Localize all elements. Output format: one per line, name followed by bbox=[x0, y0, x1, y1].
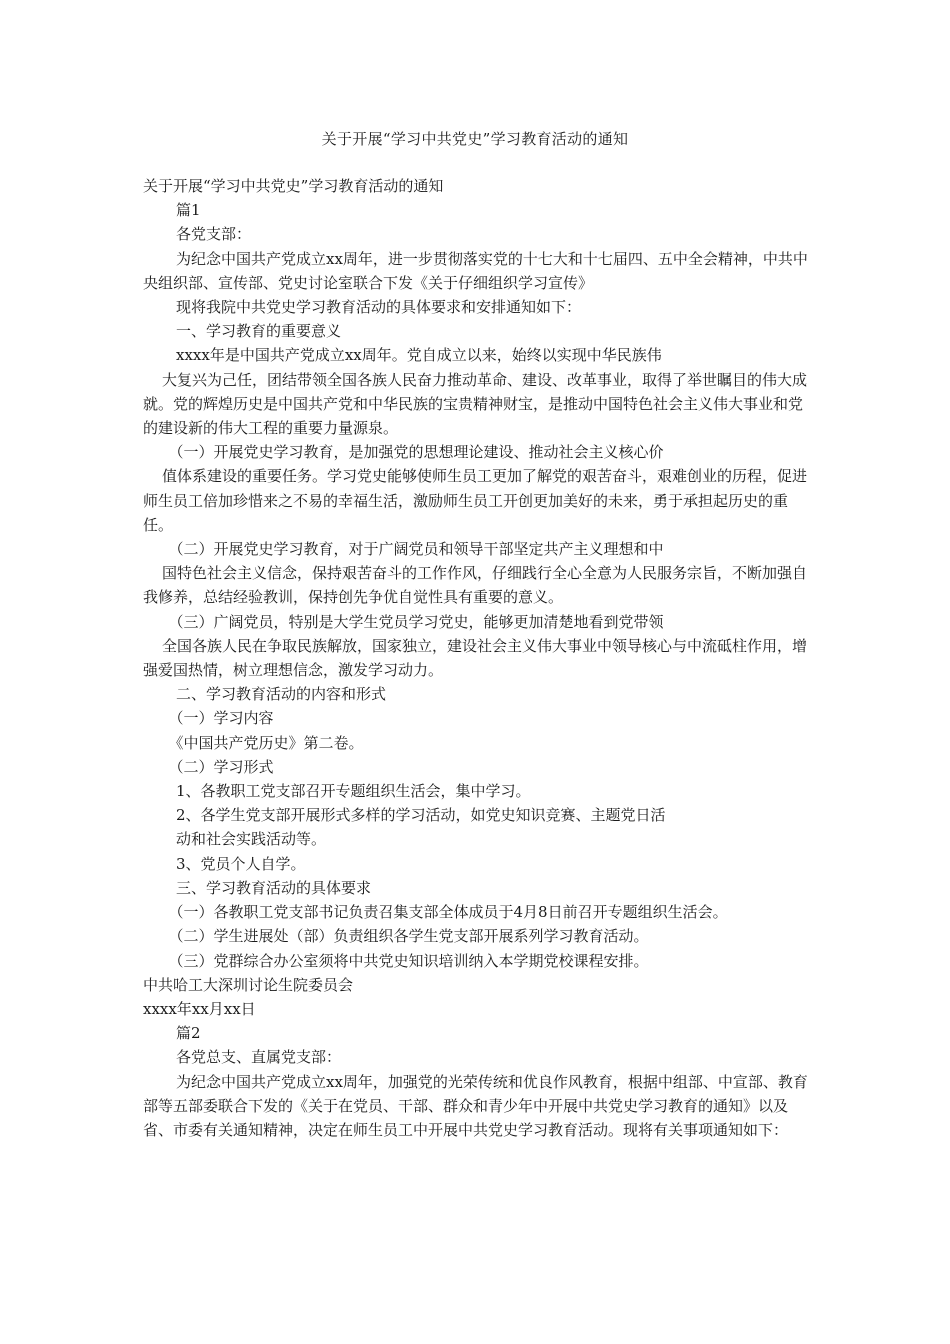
paragraph: （三）党群综合办公室须将中共党史知识培训纳入本学期党校课程安排。 bbox=[161, 951, 649, 970]
paragraph: 一、学习教育的重要意义 bbox=[161, 322, 342, 341]
paragraph: 各党支部： bbox=[161, 225, 252, 244]
paragraph: 为纪念中国共产党成立xx周年，加强党的光荣传统和优良作风教育，根据中组部、中宣部、教育部等五部委联合下发的《关于在党员、干部、群众和青少年中开展中共党史学习教育的通知》以及省、市委有关通知精神，决定在师生员工中开展中共党史学习教育活动。现将有关事项通知如下： bbox=[143, 1072, 808, 1139]
paragraph: 1、各教职工党支部召开专题组织生活会，集中学习。 bbox=[161, 782, 531, 801]
paragraph: （三）广阔党员，特别是大学生党员学习党史，能够更加清楚地看到党带领 bbox=[161, 612, 664, 631]
document-body bbox=[143, 174, 813, 1142]
paragraph: （二）学习形式 bbox=[161, 757, 274, 776]
paragraph: 现将我院中共党史学习教育活动的具体要求和安排通知如下： bbox=[161, 298, 582, 317]
paragraph: 三、学习教育活动的具体要求 bbox=[161, 878, 372, 897]
paragraph: （二）开展党史学习教育，对于广阔党员和领导干部坚定共产主义理想和中 bbox=[161, 540, 664, 559]
paragraph: 值体系建设的重要任务。学习党史能够使师生员工更加了解党的艰苦奋斗，艰难创业的历程，促进师生员工倍加珍惜来之不易的幸福生活，激励师生员工开创更加美好的未来，勇于承担起历史的重任。 bbox=[143, 467, 808, 534]
paragraph: 动和社会实践活动等。 bbox=[161, 830, 327, 849]
paragraph: 关于开展“学习中共党史”学习教育活动的通知 bbox=[143, 177, 444, 195]
paragraph: 大复兴为己任，团结带领全国各族人民奋力推动革命、建设、改革事业，取得了举世瞩目的伟大成就。党的辉煌历史是中国共产党和中华民族的宝贵精神财宝，是推动中国特色社会主义伟大事业和党的建设新的伟大工程的重要力量源泉。 bbox=[143, 370, 808, 438]
paragraph: 各党总支、直属党支部： bbox=[161, 1048, 342, 1067]
paragraph: 篇1 bbox=[161, 201, 201, 220]
paragraph: （一）各教职工党支部书记负责召集支部全体成员于4月8日前召开专题组织生活会。 bbox=[161, 903, 728, 922]
paragraph: 二、学习教育活动的内容和形式 bbox=[161, 685, 387, 704]
paragraph: （一）学习内容 bbox=[161, 709, 274, 728]
paragraph: （一）开展党史学习教育，是加强党的思想理论建设、推动社会主义核心价 bbox=[161, 443, 664, 462]
paragraph: xxxx年xx月xx日 bbox=[143, 999, 256, 1018]
paragraph: （二）学生进展处（部）负责组织各学生党支部开展系列学习教育活动。 bbox=[161, 927, 649, 946]
paragraph: 《中国共产党历史》第二卷。 bbox=[161, 733, 364, 752]
paragraph: 3、党员个人自学。 bbox=[161, 854, 306, 873]
paragraph: xxxx年是中国共产党成立xx周年。党自成立以来，始终以实现中华民族伟 bbox=[161, 346, 662, 365]
paragraph: 国特色社会主义信念，保持艰苦奋斗的工作作风，仔细践行全心全意为人民服务宗旨，不断加强自我修养，总结经验教训，保持创先争优自觉性具有重要的意义。 bbox=[143, 564, 808, 607]
paragraph: 篇2 bbox=[161, 1024, 201, 1043]
paragraph: 全国各族人民在争取民族解放，国家独立，建设社会主义伟大事业中领导核心与中流砥柱作用，增强爱国热情，树立理想信念，激发学习动力。 bbox=[143, 636, 808, 680]
paragraph: 中共哈工大深圳讨论生院委员会 bbox=[143, 975, 354, 994]
paragraph: 为纪念中国共产党成立xx周年，进一步贯彻落实党的十七大和十七届四、五中全会精神，中共中央组织部、宣传部、党史讨论室联合下发《关于仔细组织学习宣传》 bbox=[143, 249, 808, 292]
paragraph: 2、各学生党支部开展形式多样的学习活动，如党史知识竞赛、主题党日活 bbox=[161, 806, 666, 825]
document-title: 关于开展“学习中共党史”学习教育活动的通知 bbox=[321, 130, 629, 148]
